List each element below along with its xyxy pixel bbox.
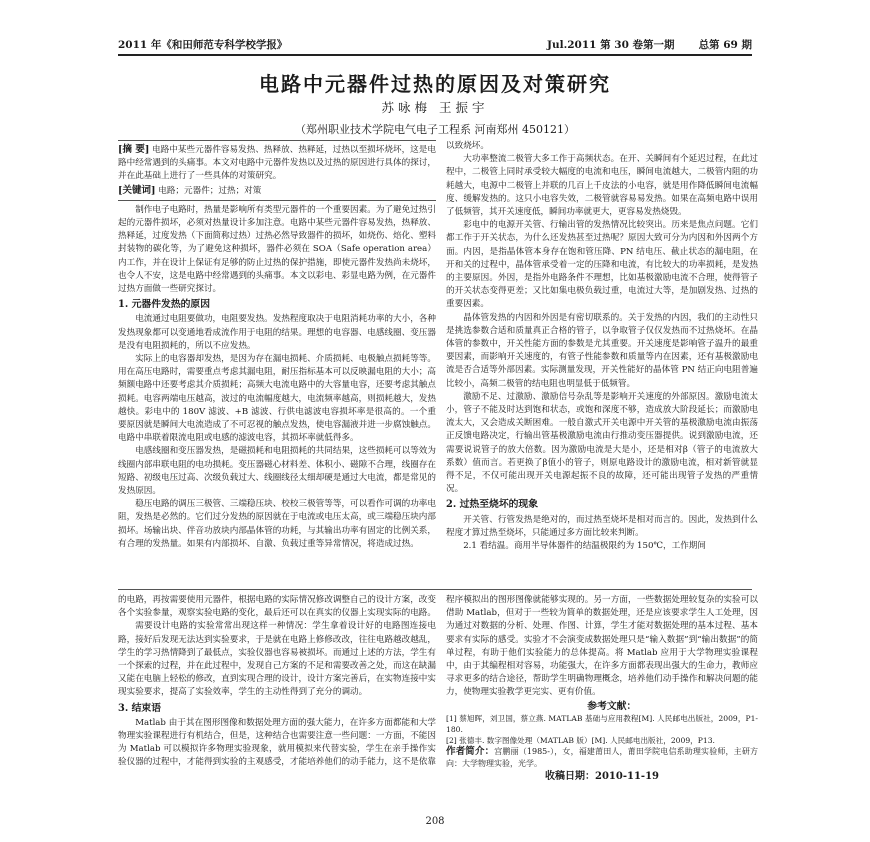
- reference-item: [2] 张德丰. 数字图像处理（MATLAB 版）[M]. 人民邮电出版社，2009，P13.: [446, 735, 715, 745]
- keywords-label: [关键词]: [118, 184, 156, 196]
- body-paragraph: 大功率整流二极管大多工作于高频状态。在开、关瞬间有个延迟过程，在此过程中，二极管上同时承受较大幅度的电流和电压，瞬间电流越大，二极管内阻的功耗越大，电源中二极管上并联的几百上千皮法的小电容，就是用作降低瞬间电流幅度、缓解发热的。这只小电容失效，二极管就容易易发热。如果在高频电路中误用了低频管，其开关速度低，瞬间功率就更大，更容易发热烧毁。: [446, 154, 758, 218]
- section2-heading: 2. 过热至烧坏的现象: [446, 499, 539, 511]
- section1-paragraph: 电流通过电阻要做功，电阻要发热。发热程度取决于电阻消耗功率的大小，各种发热现象都可以变通地看成流作用于电阻的结果。理想的电容器、电感线圈、变压器是没有电阻损耗的，所以不应发热。: [118, 314, 436, 351]
- lower-left-column: [118, 594, 436, 808]
- section1-paragraph: 稳压电路的调压三极管、三端稳压块、校校三极管等等，可以看作可调的功率电阻，发热是必然的。它们过分发热的原因就在于电流或电压太高，或三端稳压块内部损坏。场输出块、伴音功放块内部晶体管的功耗，与其输出功率有固定的比例关系，有合理的发热量。如果有内部损坏、自激、负载过重等异常情况，将造成过热。: [118, 499, 436, 549]
- body-paragraph: 彩电中的电源开关管、行输出管的发热情况比较突出。历来是焦点问题。它们都工作于开关状态，为什么还发热甚至过热呢？原因大致可分为内因和外因两个方面。内因，是指晶体管本身存在饱和管压降、PN 结电压、截止状态的漏电阻，在开和关的过程中，晶体管承受着一定的压降和电流，有比较大的功率损耗，是发热的主要原因。外因，是指外电路条件不理想，比如基极激励电流不合理，使得管子的开关状态变得更差；又比如集电极负载过重，电流过大等，是加剧发热、过热的重要因素。: [446, 220, 758, 310]
- header-issue: Jul.2011 第 30 卷第一期: [547, 39, 675, 51]
- header-year: 2011 年: [118, 39, 162, 51]
- intro-paragraph: 制作电子电路时，热量是影响所有类型元器件的一个重要因素。为了避免过热引起的元器件损坏，必须对热量设计多加注意。电路中某些元器件容易发热，热释放、热释延，过度发热（下面简称过热）过热必然导致器件的损坏，如烧伤、焙化、塑料封装物的碳化等，为了避免这种损坏，器件必须在 SOA（Safe operation area）内工作，并在设计上保证有足够的防止过热的保护措施，即使元器件发热尚未烧坏，也令人不安，这是电路中经常遇到的头痛事。本文以彩电、彩显电路为例，在元器件过热方面做一些研究探讨。: [118, 204, 436, 295]
- upper-right-column: [446, 140, 758, 586]
- section1-paragraph: 电感线圈和变压器发热，是磁损耗和电阻损耗的共同结果，这些损耗可以等效为线圈内部串联电阻的电功损耗。变压器磁心材料差、体积小、磁隙不合理，线圈存在短路、初级电压过高、次级负载过大、线圈线径太细却硬是通过大电流，都是常见的发热原因。: [118, 446, 436, 497]
- references-heading: 参考文献：: [587, 700, 637, 712]
- section1-paragraph: 实际上的电容器却发热，是因为存在漏电损耗、介质损耗、电极触点损耗等等。用在高压电路时，需要重点考虑其漏电阻，耐压指标基本可以反映漏电阻的大小；高频额电路中还要考虑其介质损耗；高频大电流电路中的大容量电容，还要考虑其触点损耗。电容两端电压越高，波过的电流幅度越大，电流频率越高，则损耗越大，发热越快。彩电中的 180V 滤波、+B 滤波、行供电滤波电容损坏率是很高的。一个重要原因就是瞬间大电流造成了不可忍视的触点发热，使电容漏液并进一步腐蚀触点。电路中串联着限流电阻或电感的滤波电容，其损坏率就低得多。: [118, 354, 436, 444]
- section3-paragraph: Matlab 由于其在图形图像和数据处理方面的强大能力，在许多方面都能和大学物理实验课程进行有机结合，但是，这种结合也需要注意一些问题：一方面，不能因为 Matlab 可以模拟许多物理实验现象，就用模拟来代替实验，学生在亲手操作实验仪器的过程中，才能得到实验的主观感受，才能培养他们的动手能力，这不是依靠: [118, 717, 436, 768]
- author-bio: [446, 746, 758, 770]
- abstract-label: [摘 要]: [118, 144, 150, 155]
- keywords-text: 电路；元器件；过热；对策: [158, 185, 262, 196]
- running-header: [118, 34, 752, 56]
- body-paragraph: 晶体管发热的内因和外因是有密切联系的。关于发热的内因，我们的主动性只是挑选参数合适和质量真正合格的管子，以争取管子仅仅发热而不过热烧坏。在晶体管的参数中，开关性能方面的参数是尤其重要。开关速度是影响管子温升的最重要因素，而影响开关速度的，有管子性能参数和质量等内在因素，还有基极激励电流是否合适等外部因素。实际测量发现，开关性能好的晶体管 PN 结正向电阻普遍比较小，高频二极管的结电阻也明显低于低频管。: [446, 312, 758, 389]
- upper-left-column: [118, 140, 436, 586]
- lower-right-column: [446, 594, 758, 808]
- body-paragraph: 需要设计电路的实验常常出现这样一种情况：学生拿着设计好的电路图连接电路，接好后发现无法达到实验要求，于是就在电路上修修改改，往往电路越改越乱，学生的学习热情降到了最低点，实验仪器也容易被损坏。而通过上述的方法，学生有一个探索的过程，并在此过程中，发现自己方案的不足和需要改善之处，而这在缺漏又能在电脑上轻松的修改，直到实现合理的设计，设计方案完善后，在实物连接中实现实验要求，提高了实验效率，学生的主动性得到了充分的调动。: [118, 621, 436, 698]
- section1-heading: 1. 元器件发热的原因: [118, 299, 211, 311]
- paper-affiliation: （郑州职业技术学院电气电子工程系 河南郑州 450121）: [295, 123, 575, 136]
- section2-paragraph: 2.1 看结温。商用半导体器件的结温极限约为 150℃，工作期间: [463, 541, 706, 552]
- page-number: 208: [425, 816, 445, 827]
- bio-text: 宫鹏丽（1985-），女，福建莆田人，莆田学院电信系助理实验师，主研方向：大学物理实验，光学。: [446, 746, 758, 768]
- abstract-block: [118, 140, 436, 201]
- paper-authors: 苏咏梅 王振宇: [381, 100, 489, 115]
- section-divider: [118, 589, 752, 590]
- bio-label: 作者简介：: [446, 745, 495, 757]
- body-paragraph: 程序模拟出的图形图像就能够实现的。另一方面，一些数据处理较复杂的实验可以借助 Matlab，但对于一些较为简单的数据处理，还是应该要求学生人工处理，因为通过对数据的分析、处理、作图、计算，学生才能对数据处理的基本过程、基本要求有实际的感受。实验才不会演变成数据处理只是“输入数据”到“输出数据”的简单过程，有助于他们实验能力的总体提高。将 Matlab 应用于大学物理实验课程中，由于其编程相对容易，功能强大，在许多方面都表现出强大的生命力，教师应寻求更多的结合途径，帮助学生明确物理概念，培养他们动手操作和解决问题的能力，使物理实验教学更完实、更有价值。: [446, 595, 758, 698]
- reference-item: [1] 蔡旭晖，刘卫国，蔡立燕. MATLAB 基础与应用教程[M]. 人民邮电出版社，2009，P1-180.: [446, 713, 758, 734]
- header-total: 总第 69 期: [698, 39, 752, 51]
- body-paragraph: 以致烧坏。: [446, 141, 489, 151]
- body-paragraph: 的电路，再按需要使用元器件，根据电路的实际情况修改调整自己的设计方案，改变各个实验参量，观察实验电路的变化，最后还可以在真实的仪器上实现实际的电路。: [118, 595, 436, 619]
- header-journal: 《和田师范专科学校学报》: [161, 39, 288, 51]
- section3-heading: 3. 结束语: [118, 702, 162, 714]
- body-paragraph: 激励不足、过激励、激励信号杂乱等是影响开关速度的外部原因。激励电流太小，管子不能及时达到饱和状态，或饱和深度不够，造成放大阶段延长；而激励电流太大，又会造成关断困难。一般自激式开关电源中开关管的基极激励电流由振荡正反馈电路决定，行输出管基极激励电流由行推动变压器提供。说到激励电流，还需要说说管子的放大倍数。因为激励电流是大是小，还是相对β（管子的电流放大系数）值而言。若更换了β值小的管子，则原电路设计的激励电流，相对新管就显得不足，不仅可能出现开关电源起振不良的故障，还可能出现管子发热的严重情况。: [446, 391, 758, 495]
- paper-title: 电路中元器件过热的原因及对策研究: [259, 72, 611, 96]
- section2-paragraph: 开关管、行管发热是绝对的，而过热至烧坏是相对而言的。因此，发热到什么程度才算过热至烧坏，只能通过多方面比较来判断。: [446, 514, 758, 538]
- abstract-text: 电路中某些元器件容易发热、热释放、热释延，过热以至损坏烧坏，这是电路中经常遇到的头痛事。本文对电路中元器件发热以及过热的原因进行具体的探讨，并在此基础上进行了一些具体的对策研究。: [118, 145, 436, 182]
- received-date: 收稿日期：2010-11-19: [545, 770, 659, 782]
